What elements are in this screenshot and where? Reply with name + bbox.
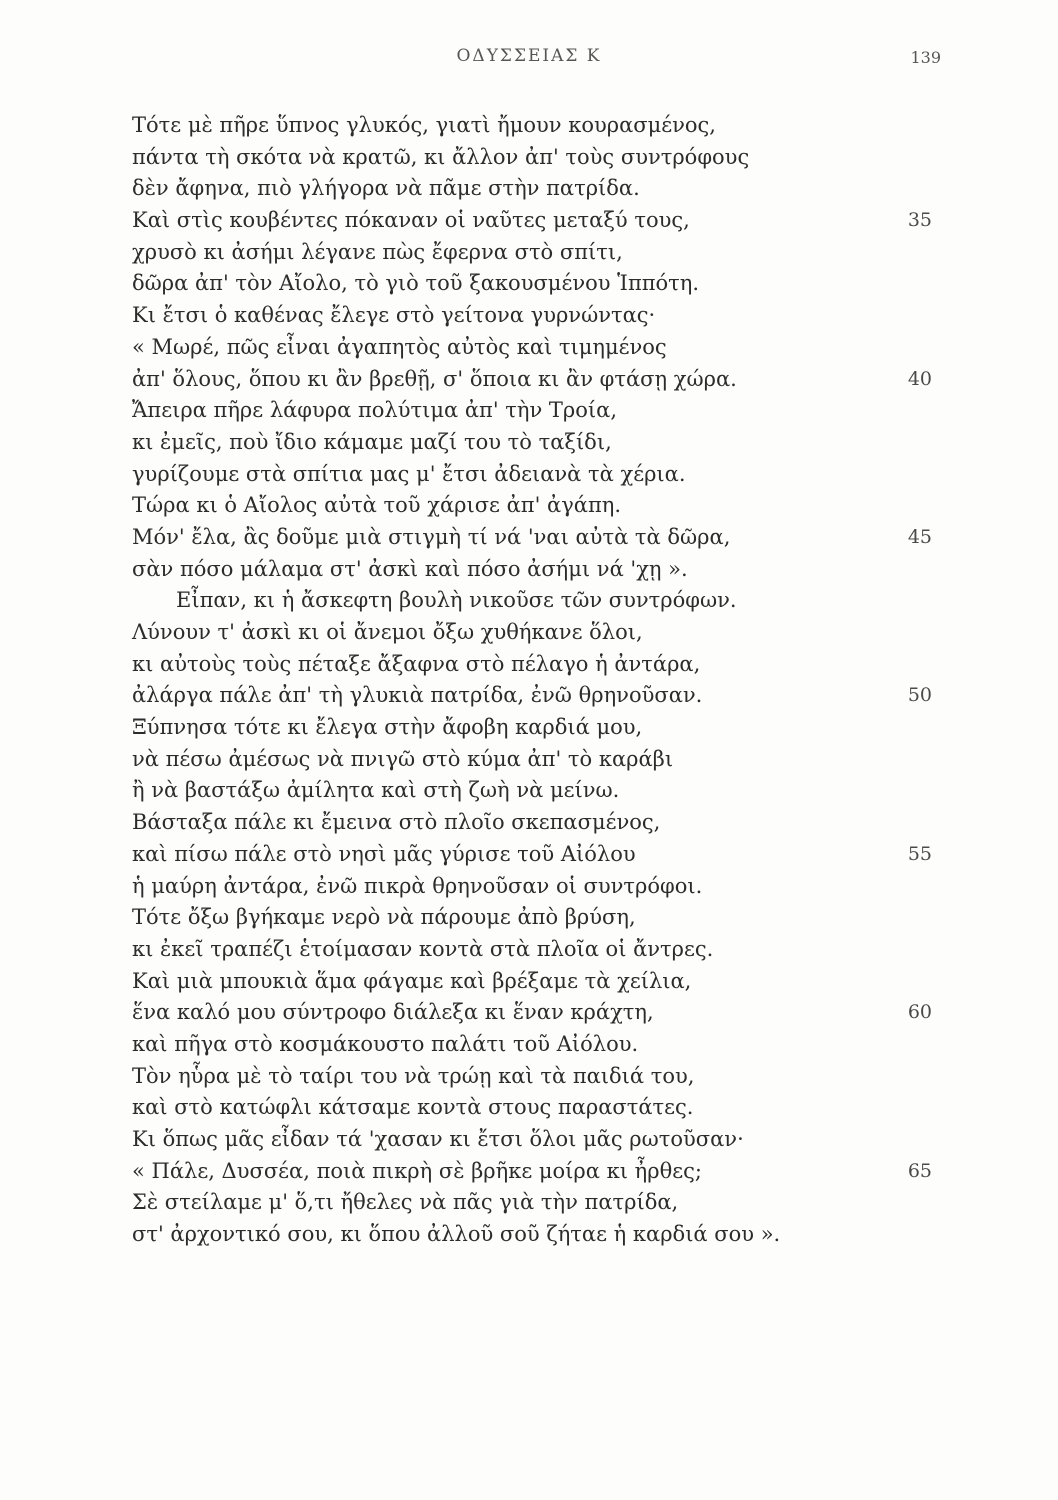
verse-text: δὲν ἄφηνα, πιὸ γλήγορα νὰ πᾶμε στὴν πατρίδα. bbox=[132, 176, 640, 201]
line-number: 55 bbox=[907, 842, 932, 865]
verse-text: Κι ὅπως μᾶς εἶδαν τά 'χασαν κι ἔτσι ὅλοι μᾶς ρωτοῦσαν· bbox=[132, 1127, 744, 1151]
line-number: 40 bbox=[907, 367, 932, 390]
verse-text: κι ἐκεῖ τραπέζι ἑτοίμασαν κοντὰ στὰ πλοῖα οἱ ἄντρες. bbox=[132, 936, 714, 961]
line-number: 50 bbox=[907, 684, 932, 707]
verse-text: δῶρα ἀπ' τὸν Αἴολο, τὸ γιὸ τοῦ ξακουσμένου Ἱππότη. bbox=[132, 271, 700, 296]
poem-lines bbox=[132, 110, 932, 1251]
verse-line bbox=[132, 1092, 932, 1124]
verse-text: κι αὐτοὺς τοὺς πέταξε ἄξαφνα στὸ πέλαγο ἡ ἀντάρα, bbox=[132, 651, 701, 676]
verse-line bbox=[132, 966, 932, 998]
verse-text: ἢ νὰ βαστάξω ἀμίλητα καὶ στὴ ζωὴ νὰ μείνω. bbox=[132, 778, 620, 803]
verse-line bbox=[132, 839, 932, 871]
line-number: 65 bbox=[907, 1159, 932, 1182]
verse-text: Ξύπνησα τότε κι ἔλεγα στὴν ἄφοβη καρδιά μου, bbox=[132, 715, 643, 740]
verse-line bbox=[132, 1156, 932, 1188]
verse-text: Καὶ στὶς κουβέντες πόκαναν οἱ ναῦτες μεταξύ τους, bbox=[132, 208, 690, 233]
verse-text: Καὶ μιὰ μπουκιὰ ἅμα φάγαμε καὶ βρέξαμε τὰ χείλια, bbox=[132, 968, 692, 993]
verse-text: καὶ πίσω πάλε στὸ νησὶ μᾶς γύρισε τοῦ Αἰόλου bbox=[132, 841, 636, 866]
verse-line bbox=[132, 1061, 932, 1093]
verse-text: χρυσὸ κι ἀσήμι λέγανε πὼς ἔφερνα στὸ σπίτι, bbox=[132, 239, 623, 264]
verse-line bbox=[132, 997, 932, 1029]
verse-line bbox=[132, 268, 932, 300]
verse-text: ἡ μαύρη ἀντάρα, ἐνῶ πικρὰ θρηνοῦσαν οἱ συντρόφοι. bbox=[132, 873, 703, 898]
line-number: 35 bbox=[907, 209, 932, 232]
verse-text: κι ἐμεῖς, ποὺ ἴδιο κάμαμε μαζί του τὸ ταξίδι, bbox=[132, 429, 612, 454]
verse-text: Τότε μὲ πῆρε ὕπνος γλυκός, γιατὶ ἤμουν κουρασμένος, bbox=[132, 113, 716, 137]
verse-line bbox=[132, 585, 932, 617]
verse-line bbox=[132, 744, 932, 776]
verse-text: Μόν' ἔλα, ἂς δοῦμε μιὰ στιγμὴ τί νά 'ναι αὐτὰ τὰ δῶρα, bbox=[132, 524, 731, 549]
verse-line bbox=[132, 712, 932, 744]
verse-line bbox=[132, 902, 932, 934]
verse-line bbox=[132, 554, 932, 586]
verse-line bbox=[132, 680, 932, 712]
verse-line bbox=[132, 427, 932, 459]
verse-text: γυρίζουμε στὰ σπίτια μας μ' ἔτσι ἀδειανὰ τὰ χέρια. bbox=[132, 461, 686, 486]
line-number: 45 bbox=[907, 525, 932, 548]
verse-line bbox=[132, 649, 932, 681]
verse-line bbox=[132, 871, 932, 903]
verse-text: ἕνα καλό μου σύντροφο διάλεξα κι ἕναν κράχτη, bbox=[132, 1000, 654, 1025]
verse-text: νὰ πέσω ἀμέσως νὰ πνιγῶ στὸ κύμα ἀπ' τὸ καράβι bbox=[132, 746, 674, 771]
verse-line bbox=[132, 1219, 932, 1251]
verse-text: καὶ στὸ κατώφλι κάτσαμε κοντὰ στους παραστάτες. bbox=[132, 1095, 694, 1120]
verse-line bbox=[132, 490, 932, 522]
verse-line bbox=[132, 332, 932, 364]
verse-text: σὰν πόσο μάλαμα στ' ἀσκὶ καὶ πόσο ἀσήμι νά 'χῃ ». bbox=[132, 556, 688, 581]
verse-line bbox=[132, 395, 932, 427]
verse-text: Σὲ στείλαμε μ' ὅ,τι ἤθελες νὰ πᾶς γιὰ τὴν πατρίδα, bbox=[132, 1190, 679, 1215]
verse-line bbox=[132, 364, 932, 396]
verse-line bbox=[132, 142, 932, 174]
verse-text: Βάσταξα πάλε κι ἔμεινα στὸ πλοῖο σκεπασμένος, bbox=[132, 810, 661, 835]
verse-text: « Πάλε, Δυσσέα, ποιὰ πικρὴ σὲ βρῆκε μοίρα κι ἦρθες; bbox=[132, 1158, 702, 1183]
verse-text: « Μωρέ, πῶς εἶναι ἀγαπητὸς αὐτὸς καὶ τιμημένος bbox=[132, 334, 667, 359]
verse-line bbox=[132, 205, 932, 237]
verse-text: ἀλάργα πάλε ἀπ' τὴ γλυκιὰ πατρίδα, ἐνῶ θρηνοῦσαν. bbox=[132, 683, 703, 708]
verse-line bbox=[132, 1124, 932, 1156]
verse-line bbox=[132, 237, 932, 269]
verse-line bbox=[132, 775, 932, 807]
verse-line bbox=[132, 110, 932, 142]
page-number: 139 bbox=[910, 48, 941, 67]
verse-line bbox=[132, 617, 932, 649]
verse-text: Εἶπαν, κι ἡ ἄσκεφτη βουλὴ νικοῦσε τῶν συντρόφων. bbox=[176, 588, 737, 613]
running-title: ΟΔΥΣΣΕΙΑΣ Κ bbox=[456, 46, 602, 66]
verse-line bbox=[132, 300, 932, 332]
verse-line bbox=[132, 1187, 932, 1219]
verse-line bbox=[132, 522, 932, 554]
verse-text: Ἄπειρα πῆρε λάφυρα πολύτιμα ἀπ' τὴν Τροία, bbox=[132, 398, 618, 423]
verse-text: στ' ἀρχοντικό σου, κι ὅπου ἀλλοῦ σοῦ ζήταε ἡ καρδιά σου ». bbox=[132, 1222, 781, 1247]
verse-line bbox=[132, 934, 932, 966]
verse-text: καὶ πῆγα στὸ κοσμάκουστο παλάτι τοῦ Αἰόλου. bbox=[132, 1031, 639, 1056]
verse-text: πάντα τὴ σκότα νὰ κρατῶ, κι ἄλλον ἀπ' τοὺς συντρόφους bbox=[132, 144, 750, 169]
line-number: 60 bbox=[907, 1001, 932, 1024]
verse-text: Τότε ὄξω βγήκαμε νερὸ νὰ πάρουμε ἀπὸ βρύση, bbox=[132, 905, 636, 930]
verse-line bbox=[132, 173, 932, 205]
verse-text: Τὸν ηὗρα μὲ τὸ ταίρι του νὰ τρώῃ καὶ τὰ παιδιά του, bbox=[132, 1063, 695, 1088]
verse-line bbox=[132, 459, 932, 491]
verse-text: Λύνουν τ' ἀσκὶ κι οἱ ἄνεμοι ὄξω χυθήκανε ὅλοι, bbox=[132, 620, 643, 644]
verse-line bbox=[132, 1029, 932, 1061]
verse-text: Τώρα κι ὁ Αἴολος αὐτὰ τοῦ χάρισε ἀπ' ἀγάπη. bbox=[132, 493, 622, 518]
verse-text: ἀπ' ὅλους, ὅπου κι ἂν βρεθῇ, σ' ὅποια κι ἂν φτάσῃ χώρα. bbox=[132, 366, 737, 391]
verse-line bbox=[132, 807, 932, 839]
verse-text: Κι ἔτσι ὁ καθένας ἔλεγε στὸ γείτονα γυρνώντας· bbox=[132, 303, 656, 328]
